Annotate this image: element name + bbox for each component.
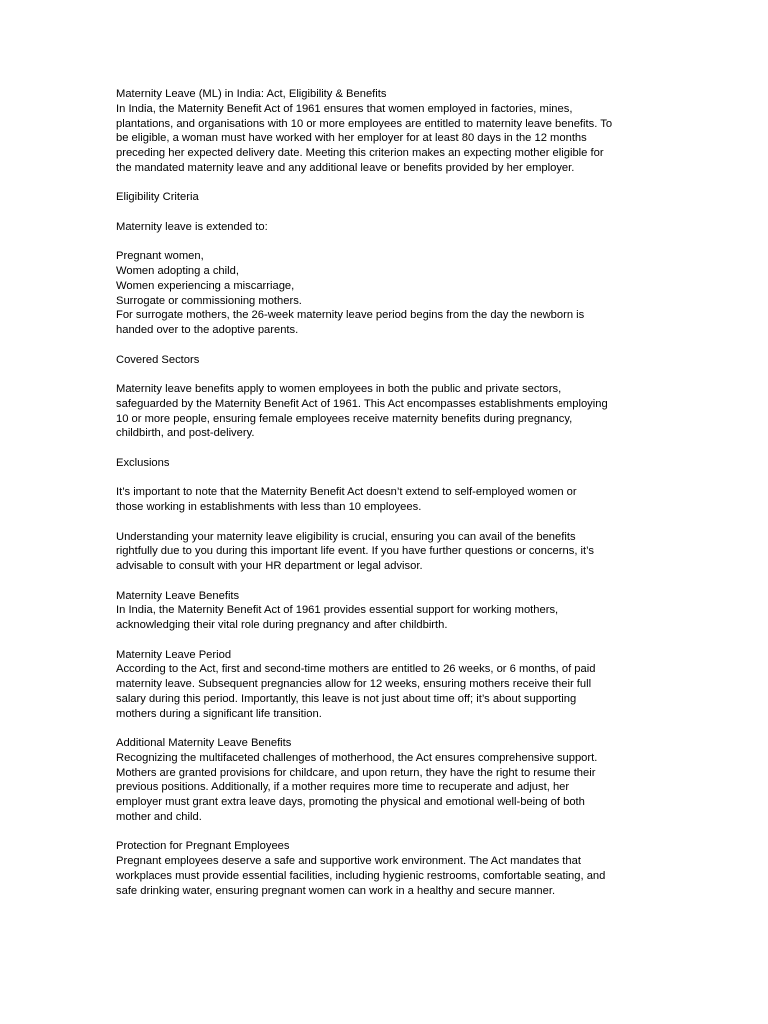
period-line: maternity leave. Subsequent pregnancies allow for 12 weeks, ensuring mothers receive their full <box>116 678 592 690</box>
exclusions-heading: Exclusions <box>116 456 170 469</box>
covered-line: Maternity leave benefits apply to women employees in both the public and private sectors, <box>116 383 562 395</box>
eligibility-item: Pregnant women, <box>116 250 204 263</box>
exclusions-line: those working in establishments with less than 10 employees. <box>116 501 422 513</box>
additional-line: Mothers are granted provisions for childcare, and upon return, they have the right to resume their <box>116 766 596 779</box>
paragraph-gap <box>116 176 656 191</box>
covered-line: 10 or more people, ensuring female employees receive maternity benefits during pregnancy, <box>116 412 573 425</box>
eligibility-item: Women adopting a child, <box>116 265 239 277</box>
eligibility-note: handed over to the adoptive parents. <box>116 324 299 336</box>
document-title: Maternity Leave (ML) in India: Act, Eligibility & Benefits <box>116 88 387 100</box>
exclusions-line: It’s important to note that the Maternity Benefit Act doesn’t extend to self-employed women or <box>116 486 577 499</box>
period-line: mothers during a significant life transition. <box>116 707 322 720</box>
additional-line: Recognizing the multifaceted challenges of motherhood, the Act ensures comprehensive support. <box>116 751 598 764</box>
additional-line: employer must grant extra leave days, promoting the physical and emotional well-being of both <box>116 796 585 808</box>
covered-heading: Covered Sectors <box>116 353 200 366</box>
intro-line: In India, the Maternity Benefit Act of 1961 ensures that women employed in factories, mines, <box>116 102 573 115</box>
paragraph-gap <box>116 721 656 736</box>
paragraph-gap <box>116 441 656 456</box>
eligibility-heading: Eligibility Criteria <box>116 191 199 204</box>
benefits-line: acknowledging their vital role during pregnancy and after childbirth. <box>116 619 448 631</box>
paragraph-gap <box>116 205 656 220</box>
paragraph-gap <box>116 338 656 353</box>
closing-line: Understanding your maternity leave eligibility is crucial, ensuring you can avail of the benefits <box>116 530 576 543</box>
period-heading: Maternity Leave Period <box>116 648 232 661</box>
eligibility-item: Women experiencing a miscarriage, <box>116 279 295 292</box>
intro-line: plantations, and organisations with 10 or more employees are entitled to maternity leave benefits. To <box>116 117 613 130</box>
paragraph-gap <box>116 825 656 840</box>
closing-line: rightfully due to you during this important life event. If you have further questions or concerns, it’s <box>116 545 595 558</box>
paragraph-gap <box>116 235 656 250</box>
document-page <box>116 87 656 898</box>
protection-line: safe drinking water, ensuring pregnant women can work in a healthy and secure manner. <box>116 884 556 897</box>
covered-line: childbirth, and post-delivery. <box>116 427 255 440</box>
benefits-heading: Maternity Leave Benefits <box>116 589 240 602</box>
eligibility-item: Surrogate or commissioning mothers. <box>116 294 302 307</box>
protection-line: workplaces must provide essential facilities, including hygienic restrooms, comfortable seating, and <box>116 869 606 882</box>
intro-line: the mandated maternity leave and any additional leave or benefits provided by her employer. <box>116 161 575 174</box>
additional-line: previous positions. Additionally, if a mother requires more time to recuperate and adjust, her <box>116 781 570 794</box>
benefits-line: In India, the Maternity Benefit Act of 1961 provides essential support for working mothers, <box>116 604 559 617</box>
paragraph-gap <box>116 633 656 648</box>
paragraph-gap <box>116 471 656 486</box>
paragraph-gap <box>116 515 656 530</box>
period-line: According to the Act, first and second-time mothers are entitled to 26 weeks, or 6 months, of paid <box>116 663 596 676</box>
intro-line: preceding her expected delivery date. Meeting this criterion makes an expecting mother eligible for <box>116 147 604 159</box>
eligibility-lead: Maternity leave is extended to: <box>116 220 268 233</box>
covered-line: safeguarded by the Maternity Benefit Act of 1961. This Act encompasses establishments employing <box>116 397 608 410</box>
protection-heading: Protection for Pregnant Employees <box>116 840 290 853</box>
eligibility-note: For surrogate mothers, the 26-week maternity leave period begins from the day the newborn is <box>116 309 585 322</box>
additional-line: mother and child. <box>116 810 202 823</box>
intro-line: be eligible, a woman must have worked with her employer for at least 80 days in the 12 months <box>116 132 587 145</box>
paragraph-gap <box>116 367 656 382</box>
period-line: salary during this period. Importantly, this leave is not just about time off; it’s about supporting <box>116 692 577 705</box>
protection-line: Pregnant employees deserve a safe and supportive work environment. The Act mandates that <box>116 855 581 867</box>
additional-heading: Additional Maternity Leave Benefits <box>116 737 292 749</box>
paragraph-gap <box>116 574 656 589</box>
closing-line: advisable to consult with your HR department or legal advisor. <box>116 560 423 572</box>
